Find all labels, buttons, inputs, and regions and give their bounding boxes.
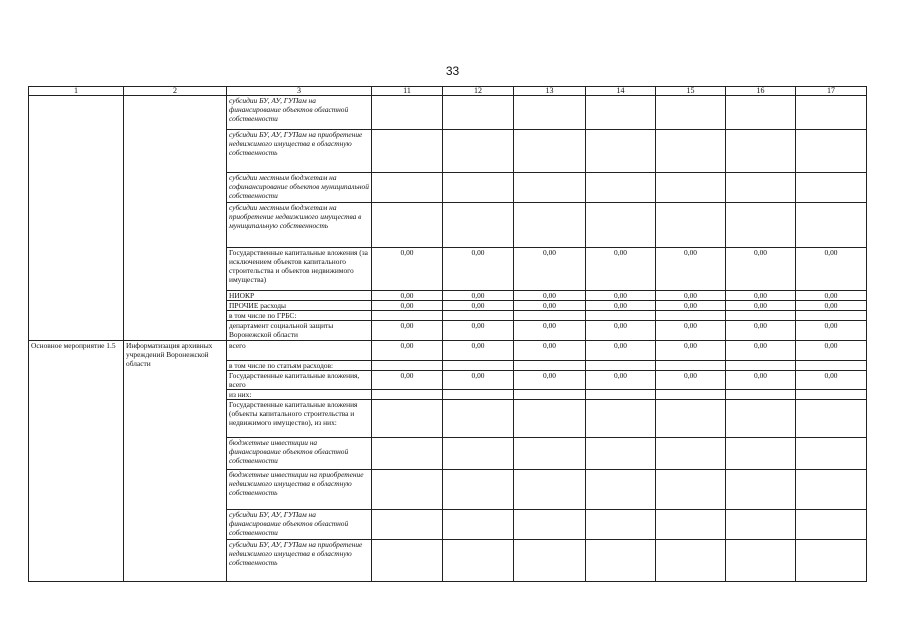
- value-cell: [514, 540, 586, 582]
- value-cell: [656, 390, 726, 400]
- value-cell: [726, 510, 796, 540]
- value-cell: 0,00: [372, 301, 443, 311]
- value-cell: 0,00: [796, 321, 867, 341]
- value-cell: 0,00: [726, 341, 796, 361]
- row-label: бюджетные инвестиции на приобретение недвижимого имущества в областную собственность: [227, 470, 372, 510]
- value-cell: [514, 470, 586, 510]
- value-cell: [656, 173, 726, 203]
- row-label: Государственные капитальные вложения (объекты капитального строительства и недвижимого имущество), из них:: [227, 400, 372, 438]
- value-cell: [726, 130, 796, 173]
- value-cell: [514, 400, 586, 438]
- value-cell: 0,00: [586, 301, 656, 311]
- value-cell: [656, 470, 726, 510]
- value-cell: 0,00: [726, 371, 796, 390]
- header-cell: 2: [124, 87, 227, 96]
- header-cell: 15: [656, 87, 726, 96]
- value-cell: [586, 400, 656, 438]
- row-label: ПРОЧИЕ расходы: [227, 301, 372, 311]
- value-cell: [514, 390, 586, 400]
- row-label: субсидии местным бюджетам на софинансирование объектов муниципальной собственности: [227, 173, 372, 203]
- value-cell: [372, 510, 443, 540]
- value-cell: 0,00: [796, 248, 867, 291]
- value-cell: [372, 470, 443, 510]
- value-cell: [514, 361, 586, 371]
- value-cell: [656, 400, 726, 438]
- value-cell: 0,00: [586, 341, 656, 361]
- value-cell: 0,00: [514, 321, 586, 341]
- header-cell: 3: [227, 87, 372, 96]
- value-cell: [796, 470, 867, 510]
- value-cell: 0,00: [656, 301, 726, 311]
- value-cell: [796, 96, 867, 130]
- value-cell: 0,00: [372, 341, 443, 361]
- value-cell: [514, 203, 586, 248]
- value-cell: [586, 203, 656, 248]
- header-cell: 1: [29, 87, 124, 96]
- value-cell: 0,00: [726, 301, 796, 311]
- value-cell: [656, 540, 726, 582]
- value-cell: 0,00: [656, 371, 726, 390]
- value-cell: 0,00: [726, 321, 796, 341]
- value-cell: [586, 361, 656, 371]
- value-cell: 0,00: [656, 248, 726, 291]
- empty-col2-cell: [124, 96, 227, 341]
- value-cell: [372, 400, 443, 438]
- value-cell: [656, 361, 726, 371]
- value-cell: 0,00: [443, 248, 514, 291]
- row-label: бюджетные инвестиции на финансирование объектов областной собственности: [227, 438, 372, 470]
- value-cell: 0,00: [796, 291, 867, 301]
- value-cell: [372, 311, 443, 321]
- value-cell: [514, 130, 586, 173]
- value-cell: [586, 540, 656, 582]
- value-cell: [586, 390, 656, 400]
- value-cell: 0,00: [514, 291, 586, 301]
- value-cell: [726, 361, 796, 371]
- value-cell: 0,00: [726, 248, 796, 291]
- value-cell: 0,00: [656, 341, 726, 361]
- row-label: субсидии БУ, АУ, ГУПам на приобретение недвижимого имущества в областную собственность: [227, 540, 372, 582]
- value-cell: 0,00: [796, 301, 867, 311]
- value-cell: [443, 130, 514, 173]
- value-cell: [372, 540, 443, 582]
- page-number: 33: [445, 64, 460, 78]
- value-cell: [586, 96, 656, 130]
- value-cell: [726, 470, 796, 510]
- empty-col1-cell: [29, 96, 124, 341]
- row-label: субсидии БУ, АУ, ГУПам на финансирование объектов областной собственности: [227, 96, 372, 130]
- value-cell: [796, 438, 867, 470]
- value-cell: [796, 540, 867, 582]
- value-cell: [796, 510, 867, 540]
- measure-name: Основное мероприятие 1.5: [29, 341, 124, 582]
- value-cell: 0,00: [372, 291, 443, 301]
- value-cell: [372, 130, 443, 173]
- value-cell: 0,00: [726, 291, 796, 301]
- value-cell: [443, 173, 514, 203]
- value-cell: [726, 400, 796, 438]
- value-cell: [443, 540, 514, 582]
- value-cell: [726, 173, 796, 203]
- value-cell: [443, 390, 514, 400]
- value-cell: [796, 203, 867, 248]
- value-cell: [443, 470, 514, 510]
- budget-table: [28, 86, 867, 582]
- value-cell: 0,00: [443, 291, 514, 301]
- value-cell: [443, 510, 514, 540]
- value-cell: [726, 540, 796, 582]
- value-cell: 0,00: [586, 371, 656, 390]
- value-cell: [372, 390, 443, 400]
- value-cell: [443, 438, 514, 470]
- header-cell: 14: [586, 87, 656, 96]
- value-cell: [514, 96, 586, 130]
- value-cell: 0,00: [514, 248, 586, 291]
- row-label: Государственные капитальные вложения (за исключением объектов капитального строительства и объектов недвижимого имущества): [227, 248, 372, 291]
- row-label: из них:: [227, 390, 372, 400]
- value-cell: [656, 438, 726, 470]
- value-cell: 0,00: [586, 321, 656, 341]
- value-cell: [514, 173, 586, 203]
- row-label: в том числе по статьям расходов:: [227, 361, 372, 371]
- value-cell: [514, 438, 586, 470]
- value-cell: 0,00: [656, 321, 726, 341]
- value-cell: 0,00: [656, 291, 726, 301]
- value-cell: [372, 438, 443, 470]
- value-cell: [586, 510, 656, 540]
- value-cell: [372, 203, 443, 248]
- row-label: всего: [227, 341, 372, 361]
- value-cell: [586, 173, 656, 203]
- value-cell: [372, 361, 443, 371]
- header-row: [29, 87, 867, 96]
- row-label: субсидии БУ, АУ, ГУПам на финансирование объектов областной собственности: [227, 510, 372, 540]
- row-label: департамент социальной защиты Воронежской области: [227, 321, 372, 341]
- value-cell: 0,00: [443, 341, 514, 361]
- value-cell: [443, 311, 514, 321]
- row-label: субсидии местным бюджетам на приобретение недвижимого имущества в муниципальную собственность: [227, 203, 372, 248]
- value-cell: 0,00: [586, 291, 656, 301]
- value-cell: [656, 96, 726, 130]
- value-cell: [586, 311, 656, 321]
- value-cell: [514, 510, 586, 540]
- value-cell: [586, 438, 656, 470]
- value-cell: [443, 361, 514, 371]
- value-cell: [656, 510, 726, 540]
- value-cell: [796, 130, 867, 173]
- value-cell: [443, 96, 514, 130]
- value-cell: [586, 130, 656, 173]
- value-cell: 0,00: [796, 371, 867, 390]
- value-cell: [656, 203, 726, 248]
- value-cell: [586, 470, 656, 510]
- value-cell: [726, 203, 796, 248]
- value-cell: 0,00: [796, 341, 867, 361]
- value-cell: [656, 311, 726, 321]
- value-cell: 0,00: [372, 371, 443, 390]
- value-cell: 0,00: [514, 371, 586, 390]
- value-cell: [656, 130, 726, 173]
- value-cell: [796, 173, 867, 203]
- value-cell: 0,00: [443, 371, 514, 390]
- header-cell: 13: [514, 87, 586, 96]
- header-cell: 16: [726, 87, 796, 96]
- value-cell: [726, 438, 796, 470]
- table-row: [29, 96, 867, 130]
- table-row: [29, 341, 867, 361]
- value-cell: [726, 390, 796, 400]
- value-cell: 0,00: [443, 301, 514, 311]
- value-cell: [796, 400, 867, 438]
- value-cell: 0,00: [443, 321, 514, 341]
- value-cell: 0,00: [586, 248, 656, 291]
- value-cell: 0,00: [514, 301, 586, 311]
- value-cell: [443, 400, 514, 438]
- value-cell: [796, 311, 867, 321]
- header-cell: 12: [443, 87, 514, 96]
- value-cell: [443, 203, 514, 248]
- value-cell: [514, 311, 586, 321]
- row-label: Государственные капитальные вложения, всего: [227, 371, 372, 390]
- value-cell: 0,00: [372, 321, 443, 341]
- value-cell: [796, 361, 867, 371]
- value-cell: [796, 390, 867, 400]
- value-cell: [372, 173, 443, 203]
- value-cell: 0,00: [514, 341, 586, 361]
- value-cell: 0,00: [372, 248, 443, 291]
- header-cell: 11: [372, 87, 443, 96]
- row-label: НИОКР: [227, 291, 372, 301]
- measure-description: Информатизация архивных учреждений Воронежской области: [124, 341, 227, 582]
- header-cell: 17: [796, 87, 867, 96]
- row-label: субсидии БУ, АУ, ГУПам на приобретение недвижимого имущества в областную собственность: [227, 130, 372, 173]
- value-cell: [726, 311, 796, 321]
- value-cell: [372, 96, 443, 130]
- row-label: в том числе по ГРБС:: [227, 311, 372, 321]
- value-cell: [726, 96, 796, 130]
